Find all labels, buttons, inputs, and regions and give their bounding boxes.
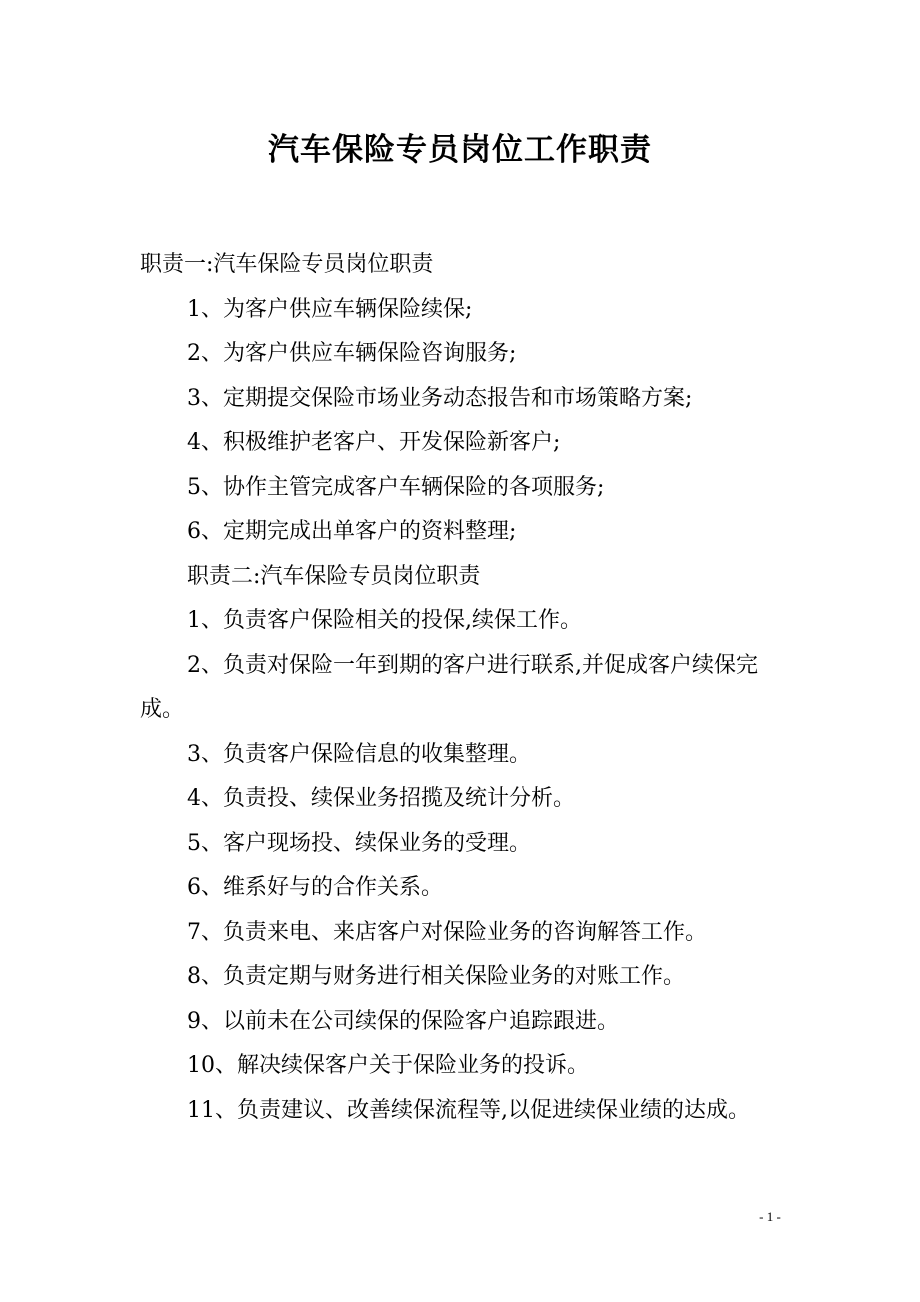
section-heading-1: 职责一:汽车保险专员岗位职责 bbox=[140, 252, 434, 277]
list-item: 5、客户现场投、续保业务的受理。 bbox=[187, 830, 531, 856]
list-item: 2、负责对保险一年到期的客户进行联系,并促成客户续保完成。 bbox=[140, 652, 758, 722]
list-item: 11、负责建议、改善续保流程等,以促进续保业绩的达成。 bbox=[187, 1097, 750, 1123]
list-item: 6、定期完成出单客户的资料整理; bbox=[187, 519, 517, 544]
list-item: 7、负责来电、来店客户对保险业务的咨询解答工作。 bbox=[187, 919, 707, 945]
page-number: - 1 - bbox=[759, 1209, 781, 1224]
section-heading-2: 职责二:汽车保险专员岗位职责 bbox=[187, 563, 481, 589]
list-item: 4、积极维护老客户、开发保险新客户; bbox=[187, 430, 561, 455]
list-item: 1、负责客户保险相关的投保,续保工作。 bbox=[187, 608, 582, 633]
list-item: 8、负责定期与财务进行相关保险业务的对账工作。 bbox=[187, 964, 685, 989]
list-item: 2、为客户供应车辆保险咨询服务; bbox=[187, 341, 517, 366]
document-body bbox=[140, 243, 780, 1133]
list-item: 6、维系好与的合作关系。 bbox=[187, 875, 443, 900]
document-title: 汽车保险专员岗位工作职责 bbox=[268, 132, 652, 168]
list-item: 10、解决续保客户关于保险业务的投诉。 bbox=[187, 1053, 589, 1078]
list-item: 3、定期提交保险市场业务动态报告和市场策略方案; bbox=[187, 385, 693, 411]
list-item: 4、负责投、续保业务招揽及统计分析。 bbox=[187, 786, 575, 811]
list-item: 5、协作主管完成客户车辆保险的各项服务; bbox=[187, 474, 605, 500]
list-item: 1、为客户供应车辆保险续保; bbox=[187, 296, 473, 322]
list-item: 3、负责客户保险信息的收集整理。 bbox=[187, 741, 531, 767]
list-item: 9、以前未在公司续保的保险客户追踪跟进。 bbox=[187, 1008, 619, 1034]
